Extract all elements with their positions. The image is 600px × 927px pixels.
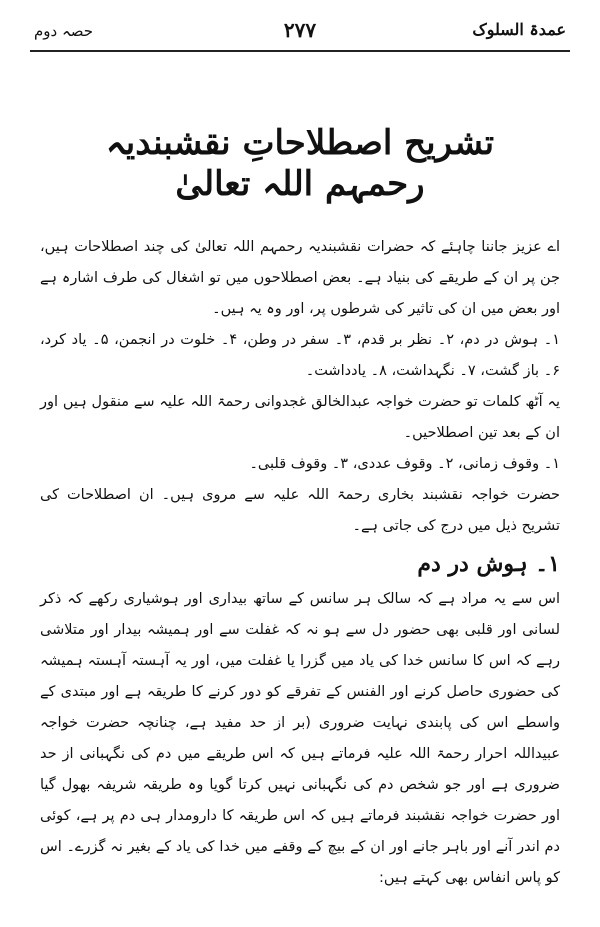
paragraph: حضرت خواجہ نقشبند بخاری رحمۃ اللہ علیہ سے مروی ہیں۔ ان اصطلاحات کی تشریح ذیل میں درج کی جاتی ہے۔ [40,487,560,534]
paragraph: ۱۔ ہوش در دم، ۲۔ نظر بر قدم، ۳۔ سفر در وطن، ۴۔ خلوت در انجمن، ۵۔ یاد کرد، ۶۔ باز گشت، ۷۔ نگہداشت، ۸۔ یادداشت۔ [40,332,561,379]
part-label: حصہ دوم [34,22,94,40]
paragraph: یہ آٹھ کلمات تو حضرت خواجہ عبدالخالق غجدوانی رحمۃ اللہ علیہ سے منقول ہیں اور ان کے بعد تین اصطلاحیں۔ [40,394,560,441]
running-header [30,12,570,52]
chapter-title: تشریح اصطلاحاتِ نقشبندیہ رحمہم اللہ تعالیٰ [105,123,495,204]
page-number: ۲۷۷ [283,18,317,42]
book-title: عمدۃ السلوک [472,20,566,39]
body-text [40,232,560,894]
paragraph: ۱۔ وقوف زمانی، ۲۔ وقوف عددی، ۳۔ وقوف قلبی۔ [249,456,560,472]
section-heading: ۱۔ ہوش در دم [417,551,560,577]
section-paragraph: اس سے یہ مراد ہے کہ سالک ہر سانس کے ساتھ بیداری اور ہوشیاری رکھے کہ ذکر لسانی اور قلبی بھی حضور دل سے ہو نہ کہ غفلت سے اور ہمیشہ بیدار اور متلاشی رہے کہ اس کا سانس خدا کی یاد میں گزرا یا غفلت میں، اور یہ آہستہ آہستہ ہمیشہ کی حضوری حاصل کرنے اور الفنس کے تفرقے کو دور کرنے کا طریقہ ہے اور مبتدی کے واسطے اس کی پابندی نہایت ضروری (بر از حد مفید ہے، چنانچہ حضرت خواجہ عبیداللہ احرار رحمۃ اللہ علیہ فرماتے ہیں کہ اس طریقے میں دم کی نگہبانی از حد ضروری ہے اور جو شخص دم کی نگہبانی نہیں کرتا گویا وہ طریقہ شریفہ بھول گیا اور حضرت خواجہ نقشبند فرماتے ہیں کہ اس طریقہ کا دارومدار ہی دم پر ہے، کوئی دم اندر آنے اور باہر جانے اور ان کے بیچ کے وقفے میں خدا کی یاد کے بغیر نہ گزرے۔ اس کو پاس انفاس بھی کہتے ہیں: [40,591,560,886]
paragraph: اے عزیز جاننا چاہئے کہ حضرات نقشبندیہ رحمہم اللہ تعالیٰ کی چند اصطلاحات ہیں، جن پر ان کے طریقے کی بنیاد ہے۔ بعض اصطلاحوں میں تو اشغال کی طرف اشارہ ہے اور بعض میں ان کی تاثیر کی شرطوں پر، اور وہ یہ ہیں۔ [40,239,560,317]
